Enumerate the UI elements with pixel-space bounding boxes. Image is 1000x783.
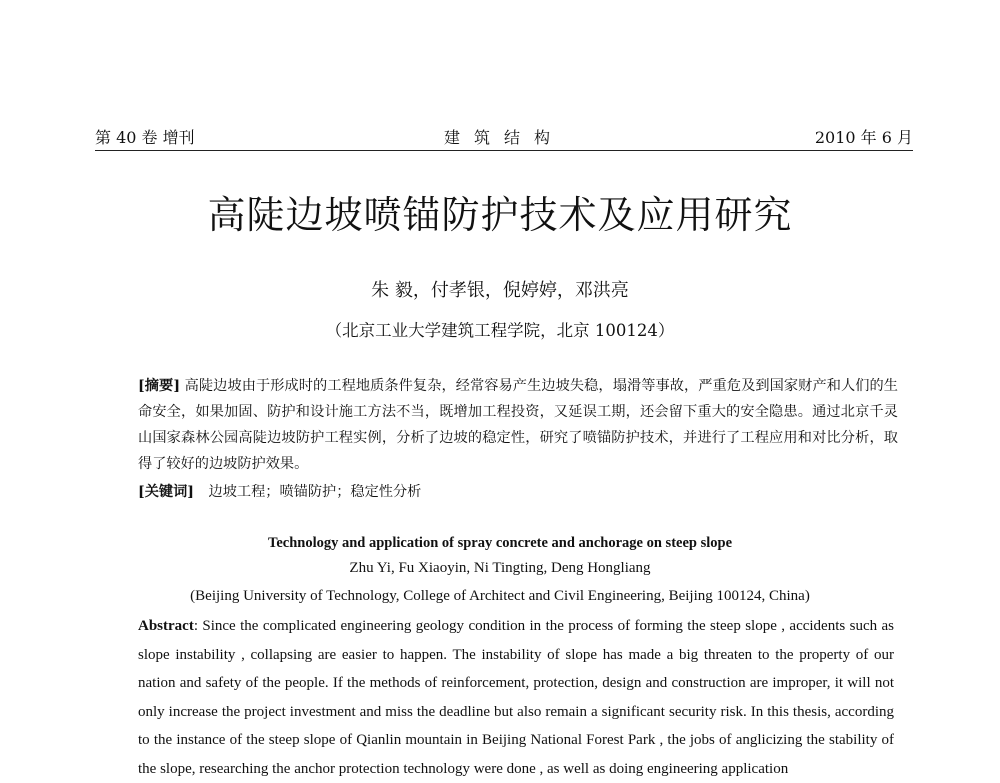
volume-issue: 第 40 卷 增刊	[95, 128, 195, 147]
abstract-en	[138, 612, 894, 783]
authors-zh: 朱 毅，付孝银，倪婷婷，邓洪亮	[371, 280, 629, 301]
keywords-zh-text: 边坡工程；喷锚防护；稳定性分析	[208, 484, 422, 500]
keywords-zh	[138, 481, 898, 503]
abstract-en-text: : Since the complicated engineering geology condition in the process of forming the steep slope , accidents such as slope instability , collapsing are easier to happen. The instability of slope has made a big threaten to the property of our nation and safety of the people. If the methods of reinforcement, protection, design and construction are improper, it will not only increase the project investment and miss the deadline but also remain a significant security risk. In this thesis, according to the instance of the steep slope of Qianlin mountain in Beijing National Forest Park , the jobs of anglicizing the stability of the slope, researching the anchor protection technology were done , as well as doing engineering application	[138, 618, 894, 777]
running-header	[95, 122, 913, 151]
paper-title-zh: 高陡边坡喷锚防护技术及应用研究	[207, 193, 793, 237]
abstract-zh	[138, 373, 898, 477]
affiliation-zh: （北京工业大学建筑工程学院，北京 100124）	[325, 321, 675, 340]
abstract-en-label: Abstract	[138, 618, 194, 634]
journal-name: 建筑结构	[443, 128, 564, 147]
authors-en: Zhu Yi, Fu Xiaoyin, Ni Tingting, Deng Hongliang	[349, 560, 651, 576]
paper-title-en: Technology and application of spray concrete and anchorage on steep slope	[267, 535, 733, 551]
abstract-zh-text: 高陡边坡由于形成时的工程地质条件复杂，经常容易产生边坡失稳，塌滑等事故，严重危及到国家财产和人们的生命安全，如果加固、防护和设计施工方法不当，既增加工程投资，又延误工期，还会留下重大的安全隐患。通过北京千灵山国家森林公园高陡边坡防护工程实例，分析了边坡的稳定性，研究了喷锚防护技术，并进行了工程应用和对比分析，取得了较好的边坡防护效果。	[138, 378, 898, 472]
publication-date: 2010 年 6 月	[814, 128, 913, 147]
affiliation-en: (Beijing University of Technology, College of Architect and Civil Engineering, Beijing 100124, China)	[190, 588, 810, 604]
abstract-zh-label: [摘要]	[138, 378, 181, 394]
keywords-zh-label: [关键词]	[138, 484, 194, 500]
